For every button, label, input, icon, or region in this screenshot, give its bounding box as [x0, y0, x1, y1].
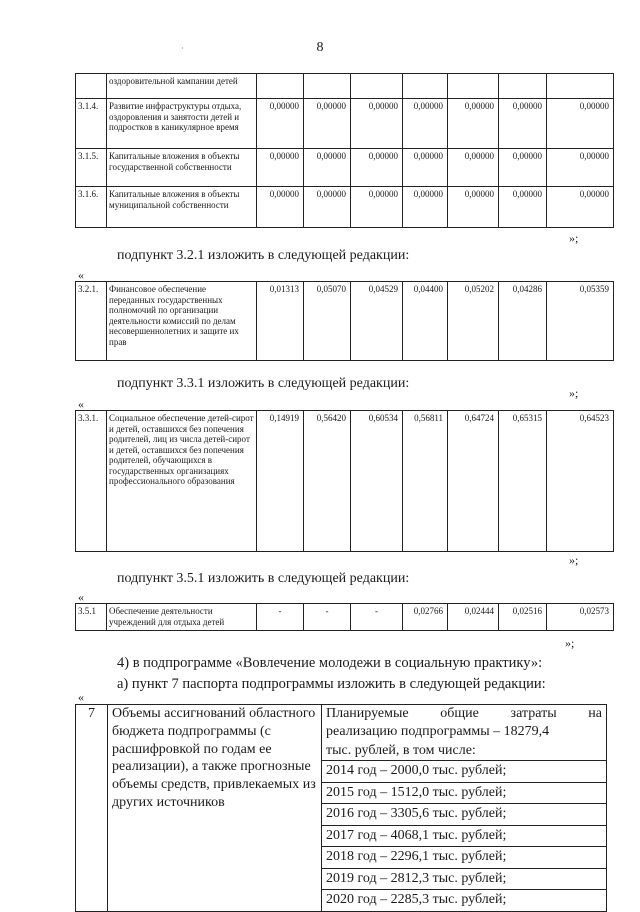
- row-name: Капитальные вложения в объекты муниципальной собственности: [107, 187, 257, 228]
- table-321: [75, 281, 614, 361]
- table-351: [75, 603, 614, 631]
- cell: 0,00000: [257, 149, 304, 187]
- cell: 0,04400: [403, 282, 448, 361]
- row-num: 3.2.1.: [76, 282, 107, 361]
- row-name: Развитие инфраструктуры отдыха, оздоровления и занятости детей и подростков в каникулярное время: [107, 99, 257, 149]
- row-name: оздоровительной кампании детей: [107, 74, 257, 99]
- open-quote: «: [78, 690, 84, 704]
- cell: 0,00000: [448, 149, 499, 187]
- table-row: [76, 604, 614, 631]
- cell: 0,00000: [403, 187, 448, 228]
- table-row: [76, 74, 614, 99]
- close-quote: »;: [569, 386, 579, 400]
- cell: 0,65315: [499, 411, 547, 552]
- cell: -: [351, 604, 403, 631]
- cell: 0,02573: [547, 604, 614, 631]
- table-row: [76, 411, 614, 552]
- row-name: Финансовое обеспечение переданных государственных полномочий по организации деятельности комиссий по делам несовершеннолетних и защите их прав: [107, 282, 257, 361]
- open-quote: «: [78, 268, 84, 282]
- item-4: 4) в подпрограмме «Вовлечение молодежи в социальную практику»:: [117, 655, 543, 671]
- heading-331: подпункт 3.3.1 изложить в следующей редакции:: [117, 376, 410, 391]
- cell: 0,00000: [403, 149, 448, 187]
- cell: 0,00000: [351, 99, 403, 149]
- cell: 0,00000: [304, 99, 351, 149]
- cell: 0,00000: [547, 99, 614, 149]
- word: общие: [440, 706, 479, 721]
- row-name: Объемы ассигнований областного бюджета подпрограммы (с расшифровкой по годам ее реализации), а также прогнозные объемы средств, привлекаемых из других источников: [108, 705, 322, 912]
- scan-dot: ·: [181, 44, 184, 53]
- table-top: [75, 73, 614, 228]
- row-name: Социальное обеспечение детей-сирот и детей, оставшихся без попечения родителей, лиц из числа детей-сирот и детей, оставшихся без попечения родителей, обучающихся в государственных организациях профессионального образования: [107, 411, 257, 552]
- table-row: [76, 282, 614, 361]
- page-number: 8: [316, 40, 324, 55]
- cell: 0,00000: [257, 99, 304, 149]
- cell: 0,00000: [547, 149, 614, 187]
- word: на: [588, 706, 602, 721]
- heading-351: подпункт 3.5.1 изложить в следующей редакции:: [117, 571, 410, 586]
- cell: 0,04529: [351, 282, 403, 361]
- table-331: [75, 410, 614, 552]
- cell: 0,56811: [403, 411, 448, 552]
- intro-line-3: тыс. рублей, в том числе:: [322, 741, 606, 761]
- cell: 0,64724: [448, 411, 499, 552]
- cell: 0,05070: [304, 282, 351, 361]
- row-num: 3.1.4.: [76, 99, 107, 149]
- cell: 0,60534: [351, 411, 403, 552]
- row-num: 3.1.5.: [76, 149, 107, 187]
- table-row: [76, 187, 614, 228]
- year-line: 2015 год – 1512,0 тыс. рублей;: [322, 783, 606, 805]
- open-quote: «: [78, 590, 84, 604]
- year-line: 2016 год – 3305,6 тыс. рублей;: [322, 804, 606, 826]
- cell: 0,00000: [351, 187, 403, 228]
- cell: 0,00000: [304, 187, 351, 228]
- year-line: 2014 год – 2000,0 тыс. рублей;: [322, 761, 606, 783]
- table-row: [76, 705, 607, 912]
- cell: 0,05359: [547, 282, 614, 361]
- row-num: 3.1.6.: [76, 187, 107, 228]
- row-num: 7: [76, 705, 108, 912]
- word: затраты: [510, 706, 557, 721]
- cell: 0,02516: [499, 604, 547, 631]
- cell: 0,00000: [448, 99, 499, 149]
- table-7: [75, 704, 607, 912]
- cell: 0,64523: [547, 411, 614, 552]
- close-quote: »;: [565, 636, 575, 650]
- close-quote: »;: [569, 553, 579, 567]
- cell: 0,05202: [448, 282, 499, 361]
- cell: -: [257, 604, 304, 631]
- cell: 0,01313: [257, 282, 304, 361]
- cell: 0,04286: [499, 282, 547, 361]
- close-quote: »;: [569, 231, 579, 245]
- word: Планируемые: [326, 706, 409, 721]
- row-name: Капитальные вложения в объекты государственной собственности: [107, 149, 257, 187]
- cell: 0,00000: [499, 187, 547, 228]
- cell: 0,00000: [257, 187, 304, 228]
- row-name: Обеспечение деятельности учреждений для отдыха детей: [107, 604, 257, 631]
- heading-321: подпункт 3.2.1 изложить в следующей редакции:: [117, 248, 410, 263]
- cell: -: [304, 604, 351, 631]
- item-4a: а) пункт 7 паспорта подпрограммы изложить в следующей редакции:: [117, 676, 546, 692]
- row-value: [322, 705, 607, 912]
- cell: 0,00000: [547, 187, 614, 228]
- cell: 0,00000: [351, 149, 403, 187]
- intro-line-1: [322, 705, 606, 723]
- cell: 0,02444: [448, 604, 499, 631]
- year-line: 2018 год – 2296,1 тыс. рублей;: [322, 847, 606, 869]
- cell: 0,14919: [257, 411, 304, 552]
- cell: 0,00000: [499, 149, 547, 187]
- year-line: 2019 год – 2812,3 тыс. рублей;: [322, 869, 606, 891]
- cell: 0,00000: [499, 99, 547, 149]
- year-line: 2017 год – 4068,1 тыс. рублей;: [322, 826, 606, 848]
- cell: 0,00000: [304, 149, 351, 187]
- table-row: [76, 149, 614, 187]
- table-row: [76, 99, 614, 149]
- row-num: 3.3.1.: [76, 411, 107, 552]
- open-quote: «: [78, 397, 84, 411]
- cell: 0,02766: [403, 604, 448, 631]
- cell: 0,00000: [403, 99, 448, 149]
- cell: 0,00000: [448, 187, 499, 228]
- cell: 0,56420: [304, 411, 351, 552]
- row-num: 3.5.1: [76, 604, 107, 631]
- year-line: 2020 год – 2285,3 тыс. рублей;: [326, 892, 507, 907]
- intro-line-2: реализацию подпрограммы – 18279,4: [326, 724, 550, 739]
